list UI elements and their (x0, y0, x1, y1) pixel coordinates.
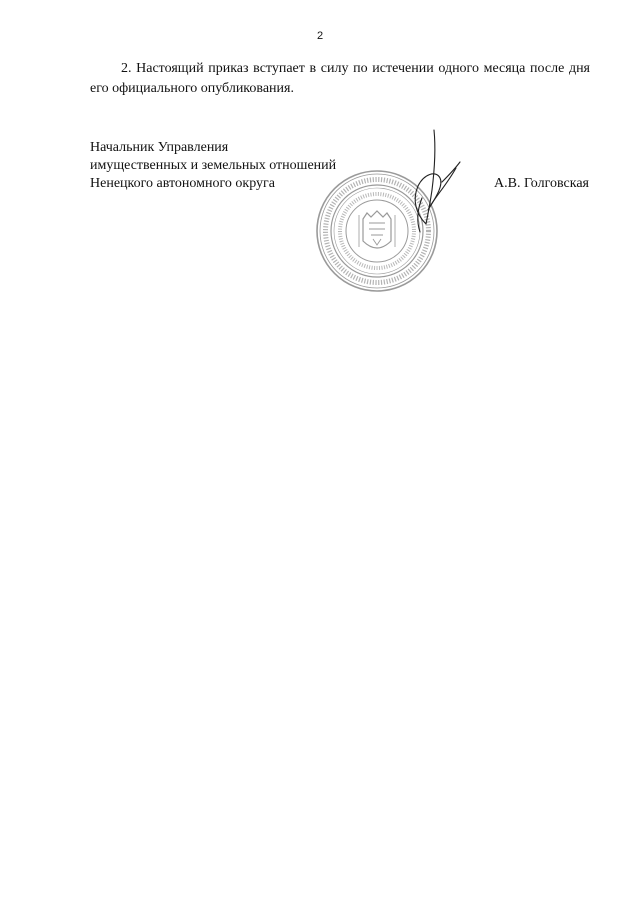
order-paragraph: 2. Настоящий приказ вступает в силу по истечении одного месяца после дня его официального опубликования. (90, 61, 590, 96)
position-line: имущественных и земельных отношений (90, 158, 337, 173)
position-line: Начальник Управления (90, 140, 229, 155)
signer-name: А.В. Голговская (494, 176, 589, 191)
signer-position (90, 139, 336, 193)
position-line: Ненецкого автономного округа (90, 176, 275, 191)
page-number: 2 (316, 30, 324, 42)
handwritten-signature-icon (404, 128, 464, 238)
